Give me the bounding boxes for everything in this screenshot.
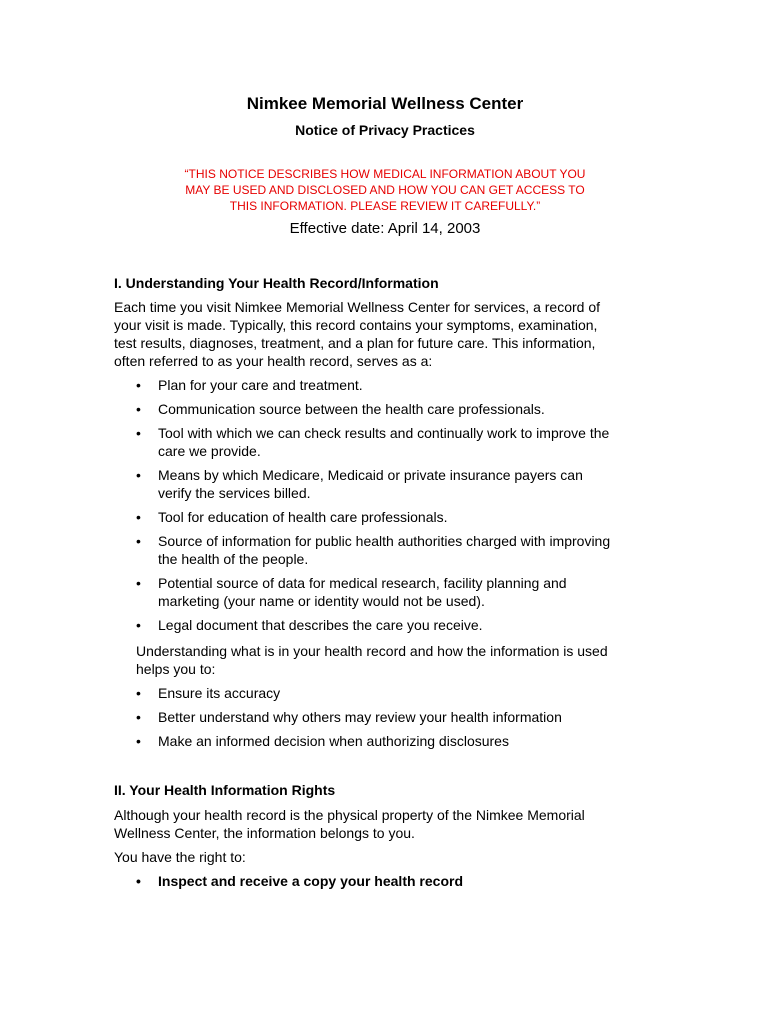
list-item-text: the health of the people. bbox=[158, 551, 309, 567]
notice-title: Notice of Privacy Practices bbox=[295, 122, 475, 138]
list-item bbox=[114, 466, 674, 502]
paragraph-line: helps you to: bbox=[136, 661, 216, 677]
list-item bbox=[114, 400, 674, 418]
bullet-icon: • bbox=[136, 377, 141, 393]
list-item bbox=[114, 376, 674, 394]
list-item-text: Make an informed decision when authorizing disclosures bbox=[158, 733, 509, 749]
health-record-uses-list bbox=[114, 376, 674, 640]
list-item bbox=[114, 708, 674, 726]
list-item-text: Means by which Medicare, Medicaid or private insurance payers can bbox=[158, 467, 583, 483]
notice-warning bbox=[170, 166, 600, 214]
list-item-text: Better understand why others may review your health information bbox=[158, 709, 562, 725]
rights-intro: You have the right to: bbox=[114, 849, 246, 865]
section-2-intro bbox=[114, 806, 654, 842]
list-item bbox=[114, 508, 674, 526]
list-item bbox=[114, 732, 674, 750]
warning-line: “THIS NOTICE DESCRIBES HOW MEDICAL INFORMATION ABOUT YOU bbox=[184, 167, 586, 181]
rights-list bbox=[114, 872, 674, 896]
bullet-icon: • bbox=[136, 873, 141, 889]
warning-line: MAY BE USED AND DISCLOSED AND HOW YOU CAN GET ACCESS TO bbox=[185, 183, 585, 197]
paragraph-line: often referred to as your health record, serves as a: bbox=[114, 353, 433, 369]
warning-line: THIS INFORMATION. PLEASE REVIEW IT CAREFULLY.” bbox=[229, 199, 541, 213]
bullet-icon: • bbox=[136, 401, 141, 417]
paragraph-line: Each time you visit Nimkee Memorial Wellness Center for services, a record of bbox=[114, 299, 601, 315]
list-item bbox=[114, 872, 674, 890]
effective-date: Effective date: April 14, 2003 bbox=[289, 220, 481, 237]
followup-list bbox=[114, 684, 674, 756]
list-item bbox=[114, 532, 674, 568]
list-item-text: Tool for education of health care professionals. bbox=[158, 509, 448, 525]
bullet-icon: • bbox=[136, 617, 141, 633]
bullet-icon: • bbox=[136, 509, 141, 525]
list-item-text: Ensure its accuracy bbox=[158, 685, 281, 701]
list-item bbox=[114, 574, 674, 610]
section-2-heading: II. Your Health Information Rights bbox=[114, 782, 336, 798]
list-item-text: Plan for your care and treatment. bbox=[158, 377, 363, 393]
section-1-intro bbox=[114, 298, 654, 370]
bullet-icon: • bbox=[136, 533, 141, 549]
paragraph-line: your visit is made. Typically, this record contains your symptoms, examination, bbox=[114, 317, 598, 333]
list-item-text: Inspect and receive a copy your health record bbox=[158, 873, 463, 889]
list-item-text: care we provide. bbox=[158, 443, 261, 459]
organization-title: Nimkee Memorial Wellness Center bbox=[246, 94, 524, 113]
list-item-text: Legal document that describes the care you receive. bbox=[158, 617, 483, 633]
bullet-icon: • bbox=[136, 685, 141, 701]
list-item-text: Communication source between the health care professionals. bbox=[158, 401, 545, 417]
paragraph-line: Although your health record is the physical property of the Nimkee Memorial bbox=[114, 807, 585, 823]
list-item-text: Potential source of data for medical research, facility planning and bbox=[158, 575, 567, 591]
bullet-icon: • bbox=[136, 709, 141, 725]
list-item-text: Source of information for public health authorities charged with improving bbox=[158, 533, 611, 549]
bullet-icon: • bbox=[136, 467, 141, 483]
list-item bbox=[114, 616, 674, 634]
list-item-text: marketing (your name or identity would not be used). bbox=[158, 593, 485, 609]
bullet-icon: • bbox=[136, 425, 141, 441]
section-1-heading: I. Understanding Your Health Record/Information bbox=[114, 275, 439, 291]
list-item bbox=[114, 424, 674, 460]
list-item-text: verify the services billed. bbox=[158, 485, 311, 501]
list-item bbox=[114, 684, 674, 702]
bullet-icon: • bbox=[136, 575, 141, 591]
paragraph-line: Wellness Center, the information belongs to you. bbox=[114, 825, 415, 841]
list-item-text: Tool with which we can check results and continually work to improve the bbox=[158, 425, 610, 441]
section-1-followup bbox=[136, 642, 676, 678]
bullet-icon: • bbox=[136, 733, 141, 749]
paragraph-line: test results, diagnoses, treatment, and a plan for future care. This information, bbox=[114, 335, 596, 351]
paragraph-line: Understanding what is in your health record and how the information is used bbox=[136, 643, 608, 659]
